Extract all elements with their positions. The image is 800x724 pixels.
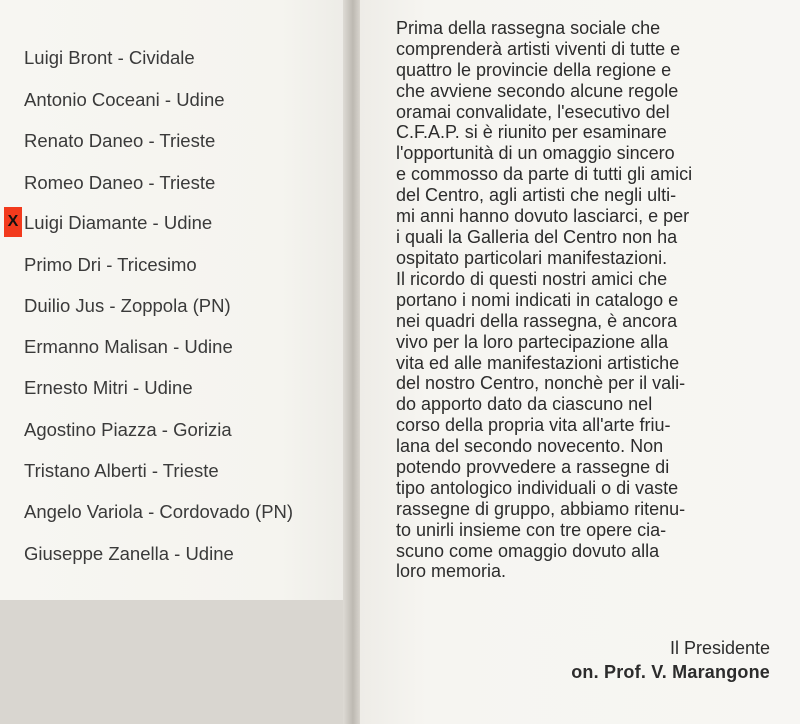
- selection-marker[interactable]: X: [4, 207, 22, 237]
- text-line: vivo per la loro partecipazione alla: [396, 331, 669, 352]
- text-line: tipo antologico individuali o di vaste: [396, 477, 679, 498]
- signature-role: Il Presidente: [669, 638, 770, 658]
- text-line: e commosso da parte di tutti gli amici: [396, 164, 693, 185]
- page-edge-shadow: [0, 600, 352, 724]
- artist-name-item: Antonio Coceani - Udine: [24, 89, 225, 110]
- text-line: comprenderà artisti viventi di tutte e: [396, 38, 681, 59]
- text-line: i quali la Galleria del Centro non ha: [396, 226, 678, 247]
- text-line: oramai convalidate, l'esecutivo del: [396, 101, 670, 122]
- artist-name-item: Romeo Daneo - Trieste: [24, 172, 216, 193]
- text-line: portano i nomi indicati in catalogo e: [396, 289, 679, 310]
- artist-name-item: Giuseppe Zanella - Udine: [24, 543, 234, 564]
- text-line: to unirli insieme con tre opere cia-: [396, 519, 667, 540]
- artist-name-item: Ernesto Mitri - Udine: [24, 377, 193, 398]
- artist-name-item: Duilio Jus - Zoppola (PN): [24, 295, 231, 316]
- intro-paragraph: [396, 18, 770, 269]
- artist-name-item: Luigi Bront - Cividale: [24, 47, 195, 68]
- text-line: loro memoria.: [396, 561, 507, 582]
- text-line: Prima della rassegna sociale che: [396, 18, 661, 38]
- artist-name-item: Angelo Variola - Cordovado (PN): [24, 501, 294, 522]
- artist-name-item: Primo Dri - Tricesimo: [24, 254, 197, 275]
- artist-name-item: Ermanno Malisan - Udine: [24, 336, 233, 357]
- memorial-paragraph: [396, 269, 770, 582]
- text-line: lana del secondo novecento. Non: [396, 436, 664, 457]
- text-line: rassegne di gruppo, abbiamo ritenu-: [396, 498, 686, 519]
- text-line: che avviene secondo alcune regole: [396, 80, 679, 101]
- text-line: C.F.A.P. si è riunito per esaminare: [396, 122, 667, 143]
- signature-name: on. Prof. V. Marangone: [571, 662, 770, 682]
- text-line: vita ed alle manifestazioni artistiche: [396, 352, 680, 373]
- text-line: corso della propria vita all'arte friu-: [396, 415, 671, 436]
- text-line: ospitato particolari manifestazioni.: [396, 247, 668, 268]
- text-line: del Centro, agli artisti che negli ulti-: [396, 185, 677, 206]
- text-line: Il ricordo di questi nostri amici che: [396, 269, 668, 289]
- text-line: potendo provvedere a rassegne di: [396, 457, 670, 478]
- artist-name-item: Luigi Diamante - Udine: [24, 212, 213, 233]
- text-line: l'opportunità di un omaggio sincero: [396, 143, 675, 164]
- artist-name-item: Tristano Alberti - Trieste: [24, 460, 219, 481]
- artist-name-item: Renato Daneo - Trieste: [24, 130, 216, 151]
- artist-name-item: Agostino Piazza - Gorizia: [24, 419, 232, 440]
- text-line: scuno come omaggio dovuto alla: [396, 540, 660, 561]
- text-line: do apporto dato da ciascuno nel: [396, 394, 653, 415]
- text-line: nei quadri della rassegna, è ancora: [396, 310, 678, 331]
- text-line: quattro le provincie della regione e: [396, 59, 672, 80]
- text-line: del nostro Centro, nonchè per il vali-: [396, 373, 686, 394]
- text-line: mi anni hanno dovuto lasciarci, e per: [396, 206, 690, 227]
